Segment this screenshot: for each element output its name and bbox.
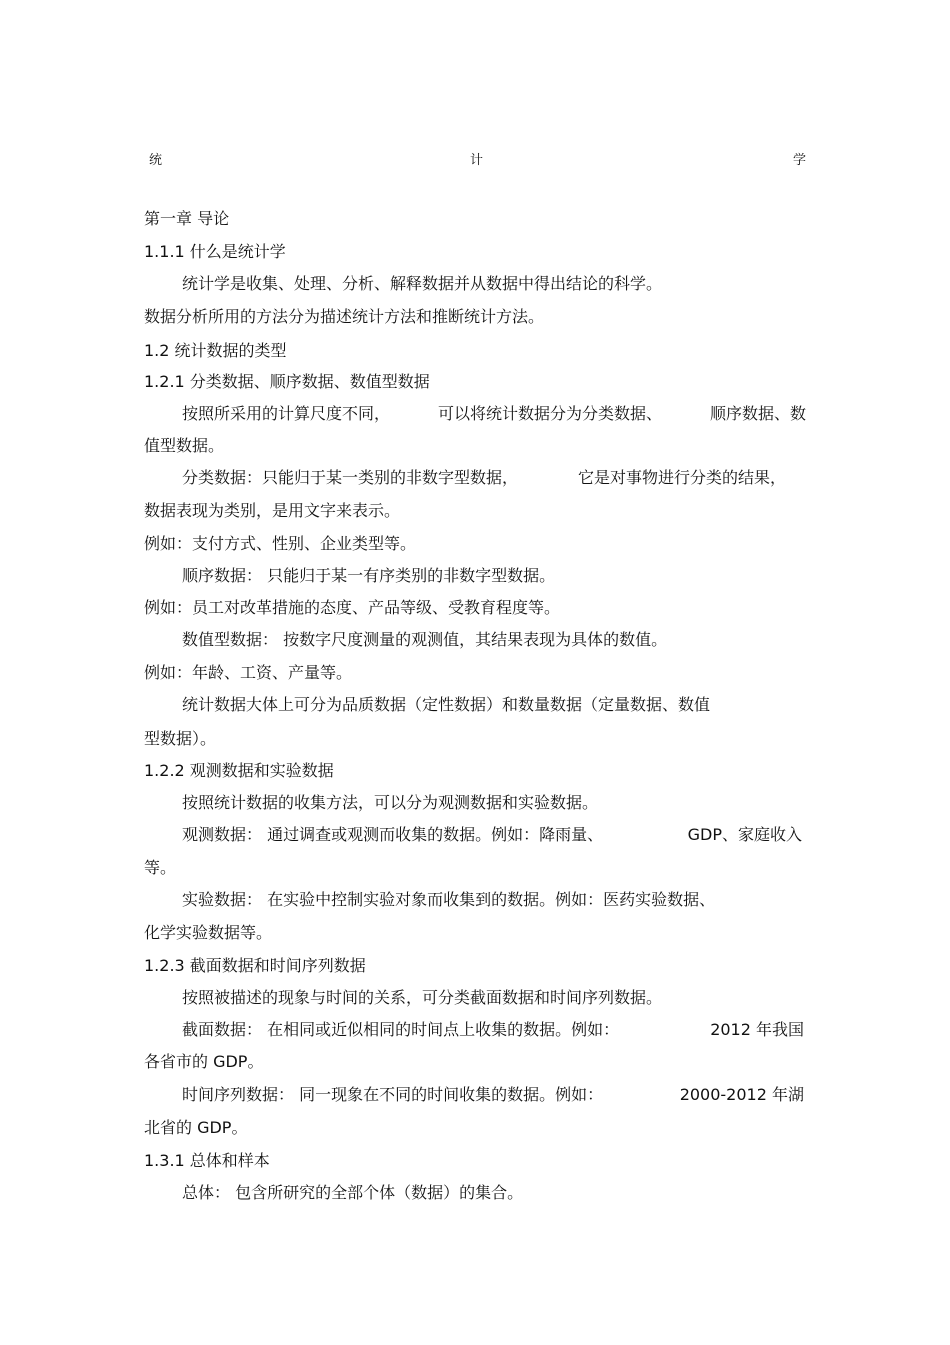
paragraph: 按照被描述的现象与时间的关系，可分类截面数据和时间序列数据。 (182, 988, 663, 1007)
section-heading: 1.3.1 总体和样本 (144, 1151, 270, 1170)
paragraph-line: 各省市的 GDP。 (144, 1052, 264, 1071)
paragraph-line (182, 403, 806, 425)
paragraph: 统计学是收集、处理、分析、解释数据并从数据中得出结论的科学。 (182, 274, 663, 293)
paragraph: 顺序数据： 只能归于某一有序类别的非数字型数据。 (182, 566, 556, 585)
text-run: 按照所采用的计算尺度不同， (182, 404, 391, 423)
section-heading: 1.2.1 分类数据、顺序数据、数值型数据 (144, 372, 430, 391)
paragraph-line: 化学实验数据等。 (144, 923, 273, 942)
paragraph-line: 型数据）。 (144, 729, 217, 748)
paragraph-line: 数据表现为类别，是用文字来表示。 (144, 501, 401, 520)
text-run: 2000-2012 年湖 (679, 1085, 804, 1104)
paragraph-line (182, 1084, 804, 1106)
paragraph: 例如：员工对改革措施的态度、产品等级、受教育程度等。 (144, 598, 561, 617)
title-char: 计 (470, 153, 484, 168)
paragraph: 数值型数据： 按数字尺度测量的观测值，其结果表现为具体的数值。 (182, 630, 668, 649)
section-heading: 1.2 统计数据的类型 (144, 341, 287, 360)
section-heading: 1.2.2 观测数据和实验数据 (144, 761, 334, 780)
text-run: 可以将统计数据分为分类数据、 (437, 404, 662, 423)
section-heading: 1.1.1 什么是统计学 (144, 242, 286, 261)
text-run: 2012 年我国 (710, 1020, 804, 1039)
paragraph: 数据分析所用的方法分为描述统计方法和推断统计方法。 (144, 307, 545, 326)
paragraph-line (182, 824, 802, 846)
text-run: 它是对事物进行分类的结果， (577, 468, 786, 487)
paragraph: 按照统计数据的收集方法，可以分为观测数据和实验数据。 (182, 793, 599, 812)
text-run: 分类数据：只能归于某一类别的非数字型数据， (182, 468, 519, 487)
text-run: 时间序列数据： 同一现象在不同的时间收集的数据。例如： (182, 1085, 604, 1104)
text-run: 顺序数据、数 (709, 404, 806, 423)
paragraph-line: 统计数据大体上可分为品质数据（定性数据）和数量数据（定量数据、数值 (182, 695, 711, 714)
document-title (146, 150, 806, 172)
paragraph: 例如：支付方式、性别、企业类型等。 (144, 534, 417, 553)
chapter-heading: 第一章 导论 (144, 209, 230, 228)
section-heading: 1.2.3 截面数据和时间序列数据 (144, 956, 366, 975)
paragraph-line (182, 467, 786, 489)
text-run: 观测数据： 通过调查或观测而收集的数据。例如：降雨量、 (182, 825, 604, 844)
title-char: 学 (792, 153, 806, 168)
text-run: 截面数据： 在相同或近似相同的时间点上收集的数据。例如： (182, 1020, 620, 1039)
paragraph-line: 北省的 GDP。 (144, 1118, 248, 1137)
text-run: GDP、家庭收入 (687, 825, 802, 844)
title-char: 统 (149, 153, 163, 168)
paragraph-line: 实验数据： 在实验中控制实验对象而收集到的数据。例如：医药实验数据、 (182, 890, 716, 909)
paragraph: 例如：年龄、工资、产量等。 (144, 663, 353, 682)
paragraph: 总体： 包含所研究的全部个体（数据）的集合。 (182, 1183, 524, 1202)
paragraph-line: 值型数据。 (144, 436, 225, 455)
paragraph-line (182, 1019, 804, 1041)
paragraph-line: 等。 (144, 858, 177, 877)
